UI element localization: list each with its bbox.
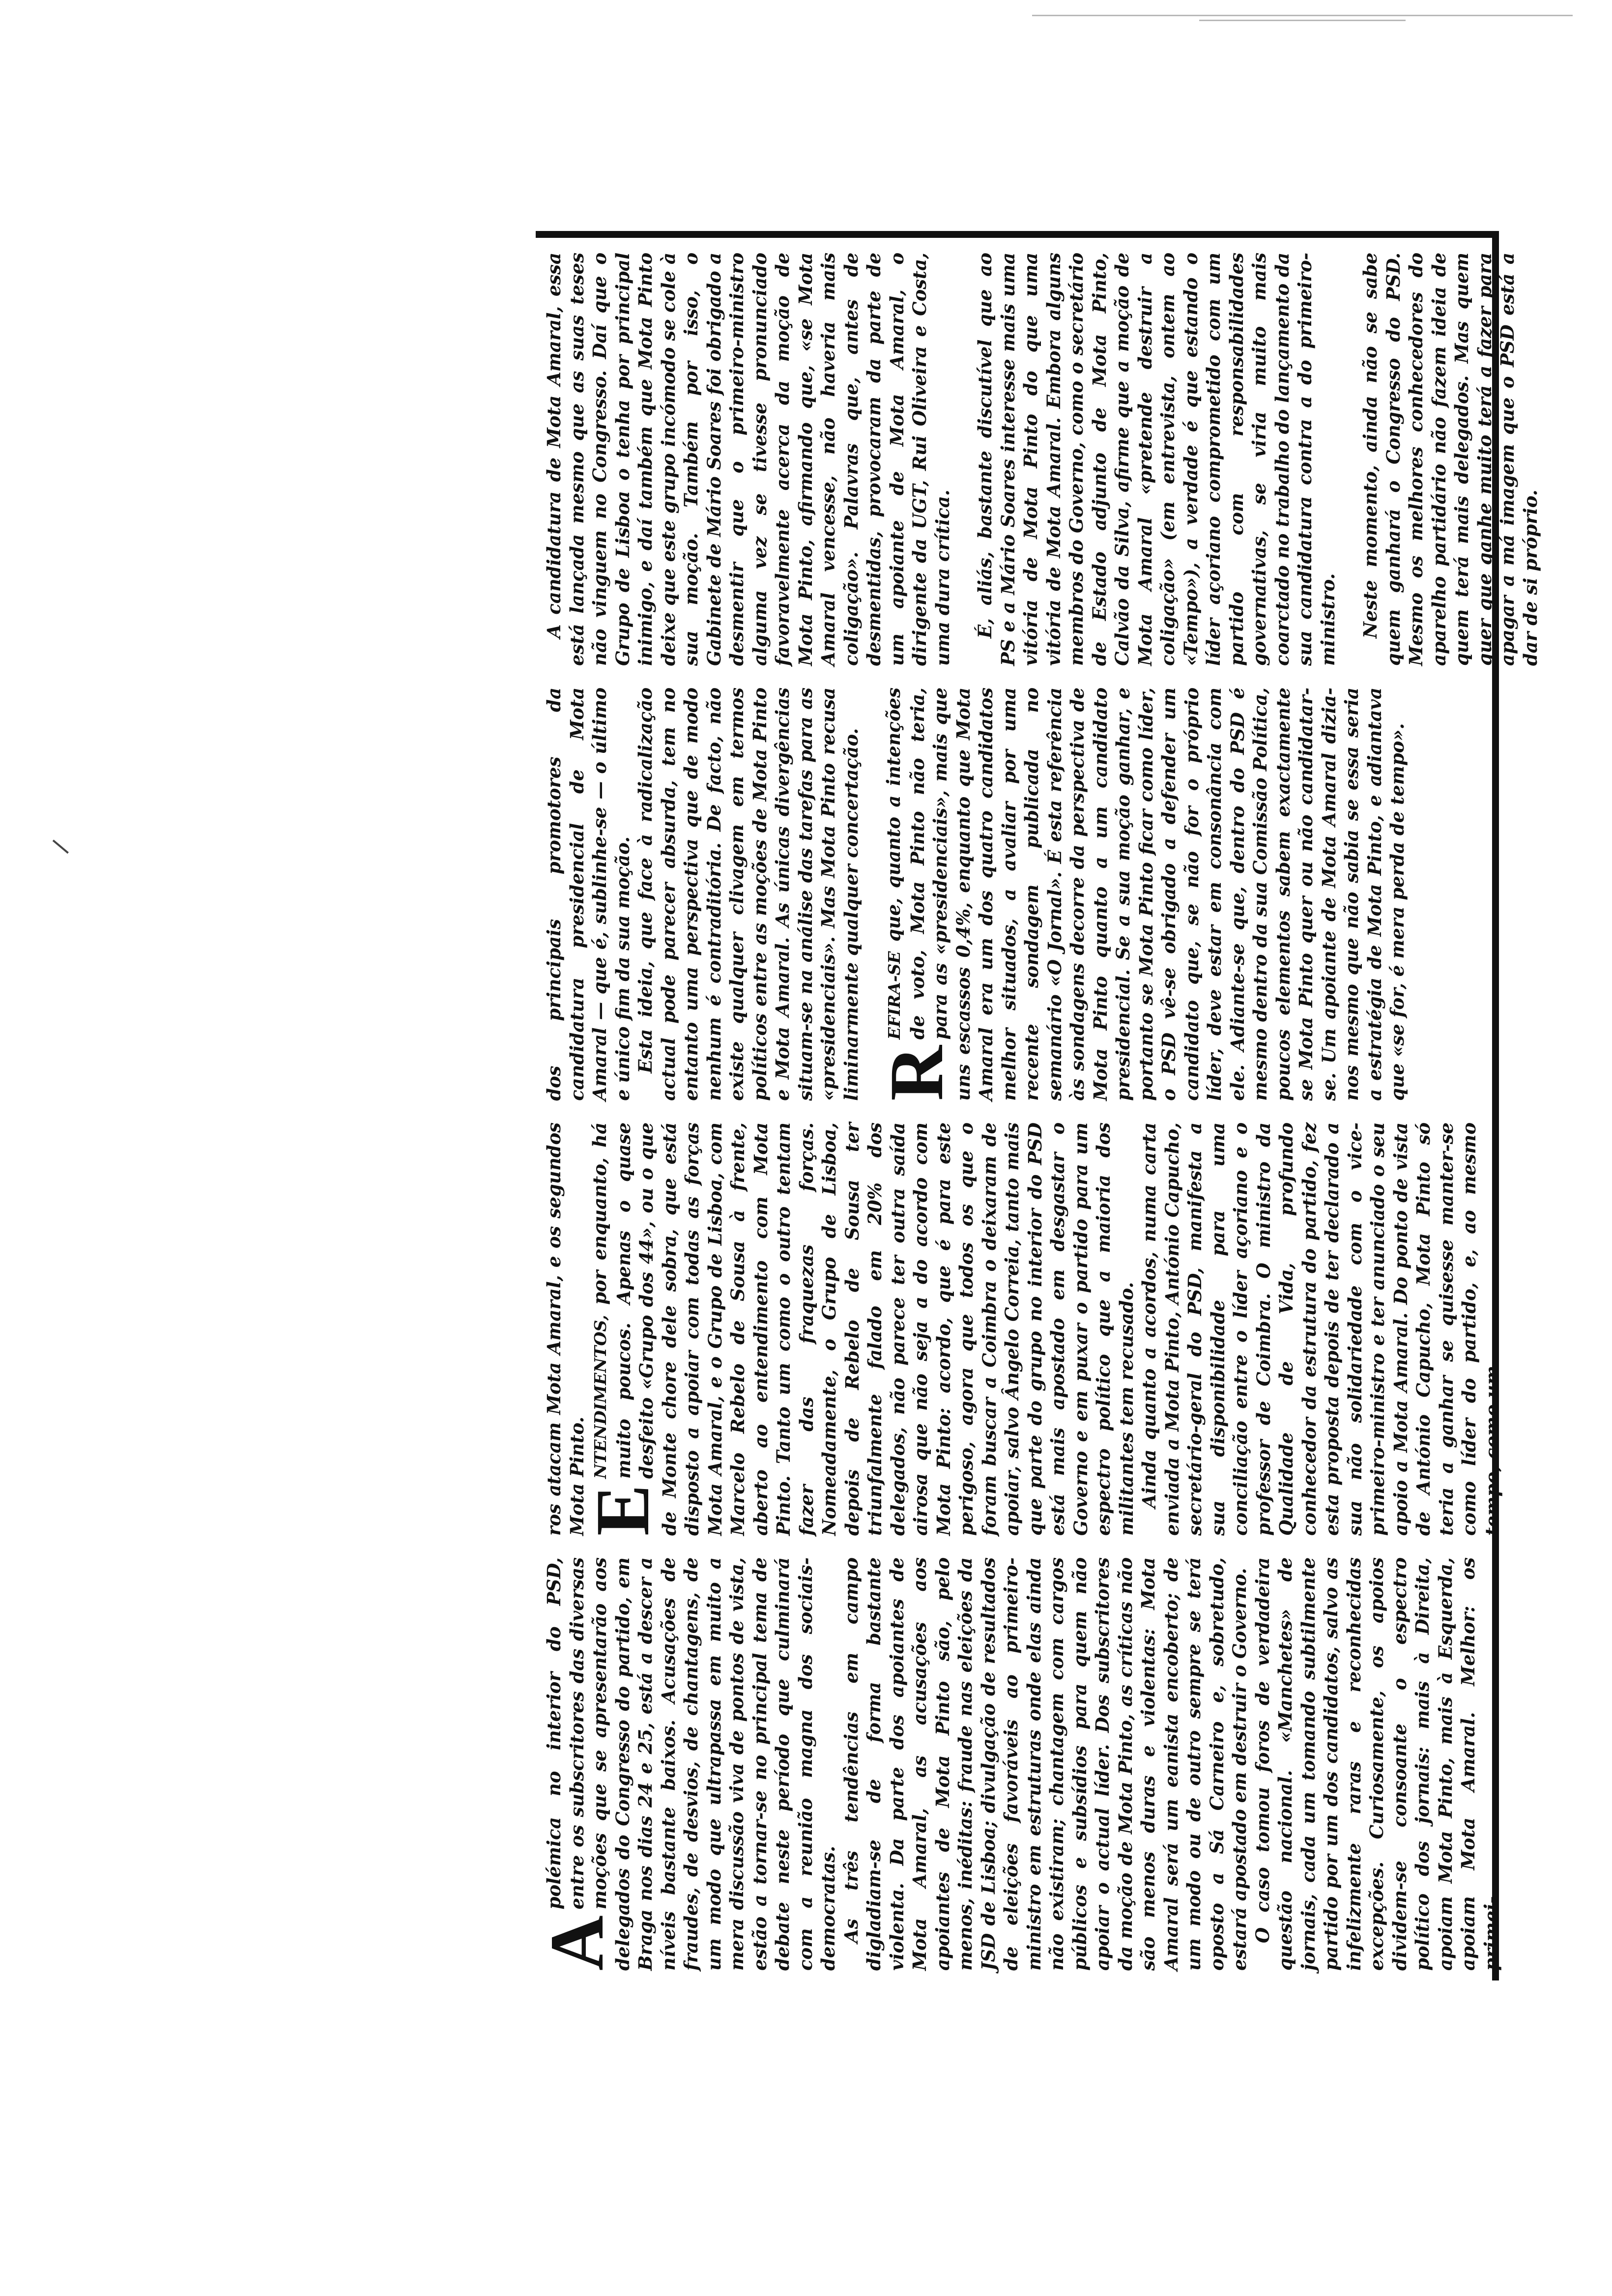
section-lead: NTENDIMENTOS, (591, 1315, 610, 1479)
article-column-3 (543, 688, 1487, 1101)
article-paragraph: O caso tomou foros de verdadeira questão nacional. «Manchetes» de jornais, cada um tomando subtilmente partido por um dos candidatos, salvo as infelizmente raras e reconhecidas excepções. Curiosamente, os apoios dividem-se consoante o espectro político dos jornais: mais à Direita, apoiam Mota Pinto, mais à Esquerda, apoiam Mota Amaral. Melhor: os primei- (1251, 1557, 1502, 1971)
drop-cap: E (580, 1484, 665, 1536)
scan-mark (53, 839, 69, 854)
article-column-1 (534, 1557, 1502, 1971)
scan-line-top-short (1199, 20, 1406, 21)
article-paragraph: R EFIRA-SE que, quanto a intenções de voto, Mota Pinto não teria, para as «presidenciais», mais que uns escassos 0,4%, enquanto que Mota Amaral era um dos quatro candidatos melhor situados, a avaliar por uma recente sondagem publicada no semanário «O Jornal». É esta referência às sondagens decorre da perspectiva de Mota Pinto quanto a um candidato presidencial. Se a sua moção ganhar, e portanto se Mota Pinto ficar como líder, o PSD vê-se obrigado a defender um candidato que, se não for o próprio líder, deve estar em consonância com ele. Adiante-se que, dentro do PSD é mesmo dentro da sua Comissão Política, poucos elementos sabem exactamente se Mota Pinto quer ou não candidatar-se. Um apoiante de Mota Amaral dizia-nos mesmo que não sabia se essa seria a estratégia de Mota Pinto, e adiantava que «se for, é mera perda de tempo». (874, 688, 1408, 1101)
article-paragraph: A candidatura de Mota Amaral, essa está lançada mesmo que as suas teses não vinguem no Congresso. Daí que o Grupo de Lisboa o tenha por principal inimigo, e daí também que Mota Pinto deixe que este grupo incómodo se cole à sua moção. Também por isso, o Gabinete de Mário Soares foi obrigado a desmentir que o primeiro-ministro alguma vez se tivesse pronunciado favoravelmente acerca da moção de Mota Pinto, afirmando que, «se Mota Amaral vencesse, não haveria mais coligação». Palavras que, antes de desmentidas, provocaram da parte de um apoiante de Mota Amaral, o dirigente da UGT, Rui Oliveira e Costa, uma dura crítica. (543, 253, 953, 666)
article-paragraph: Neste momento, ainda não se sabe quem ganhará o Congresso do PSD. Mesmo os melhores conhecedores do aparelho partidário não fazem ideia de quem terá mais delegados. Mas quem quer que ganhe muito terá a fazer para apagar a má imagem que o PSD está a dar de si próprio. (1359, 253, 1541, 666)
drop-cap: A (534, 1915, 619, 1971)
article-paragraph: Esta ideia, que face à radicalização actual pode parecer absurda, tem no entanto uma perspectiva que de modo nenhum é contraditória. De facto, não existe qualquer clivagem em termos políticos entre as moções de Mota Pinto e Mota Amaral. As únicas divergências situam-se na análise das tarefas para as «presidenciais». Mas Mota Pinto recusa liminarmente qualquer concertação. (634, 688, 862, 1101)
newspaper-clipping (534, 231, 1541, 1980)
article-column-4 (543, 253, 1541, 666)
article-paragraph: E NTENDIMENTOS, por enquanto, há muito poucos. Apenas o quase desfeito «Grupo dos 44», ou o que de Monte chore dele sobra, que está disposto a apoiar com todas as forças Mota Amaral, e o Grupo de Lisboa, com Marcelo Rebelo de Sousa à frente, aberto ao entendimento com Mota Pinto. Tanto um como o outro tentam fazer das fraquezas forças. Nomeadamente, o Grupo de Lisboa, depois de Rebelo de Sousa ter triunfalmente falado em 20% dos delegados, não parece ter outra saída airosa que não seja a do acordo com Mota Pinto: acordo, que é para este perigoso, agora que todos os que o foram buscar a Coimbra o deixaram de apoiar, salvo Ângelo Correia, tanto mais que parte do grupo no interior do PSD está mais apostado em desgastar o Governo e em puxar o partido para um espectro político que a maioria dos militantes tem recusado. (580, 1122, 1137, 1536)
section-lead: EFIRA-SE (885, 951, 904, 1040)
scan-line-top (1032, 15, 1573, 16)
drop-cap: R (874, 1045, 959, 1101)
article-paragraph: É, aliás, bastante discutível que ao PS e a Mário Soares interesse mais uma vitória de Mota Pinto do que uma vitória de Mota Amaral. Embora alguns membros do Governo, como o secretário de Estado adjunto de Mota Pinto, Calvão da Silva, afirme que a moção de Mota Amaral «pretende destruir a coligação» (em entrevista, ontem ao «Tempo»), a verdade é que estando o líder açoriano comprometido com um partido com responsabilidades governativas, se viria muito mais coarctado no trabalho do lançamento da sua candidatura contra a do primeiro-ministro. (974, 253, 1339, 666)
article-paragraph: ros atacam Mota Amaral, e os segundos Mota Pinto. (543, 1122, 588, 1536)
article-column-2 (543, 1122, 1503, 1536)
article-paragraph: A polémica no interior do PSD, entre os subscritores das diversas moções que se apresentarão aos delegados do Congresso do partido, em Braga nos dias 24 e 25, está a descer a níveis bastante baixos. Acusações de fraudes, de desvios, de chantagens, de um modo que ultrapassa em muito a mera discussão viva de pontos de vista, estão a tornar-se no principal tema de debate neste período que culminará com a reunião magna dos sociais-democratas. (534, 1557, 839, 1971)
article-paragraph: Ainda quanto a acordos, numa carta enviada a Mota Pinto, António Capucho, secretário-geral do PSD, manifesta a sua disponibilidade para uma conciliação entre o líder açoriano e o professor de Coimbra. O ministro da Qualidade de Vida, profundo conhecedor da estrutura do partido, fez esta proposta depois de ter declarado a sua não solidariedade com o vice-primeiro-ministro e ter anunciado o seu apoio a Mota Amaral. Do ponto de vista de António Capucho, Mota Pinto só teria a ganhar se quisesse manter-se como líder do partido, e, ao mesmo tempo, como um (1138, 1122, 1503, 1536)
article-paragraph: As três tendências em campo digladiam-se de forma bastante violenta. Da parte dos apoiantes de Mota Amaral, as acusações aos apoiantes de Mota Pinto são, pelo menos, inéditas: fraude nas eleições da JSD de Lisboa; divulgação de resultados de eleições favoráveis ao primeiro-ministro em estruturas onde elas ainda não existiram; chantagem com cargos públicos e subsídios para quem não apoiar o actual líder. Dos subscritores da moção de Mota Pinto, as críticas não são menos duras e violentas: Mota Amaral será um eanista encoberto; de um modo ou de outro sempre se terá oposto a Sá Carneiro e, sobretudo, estará apostado em destruir o Governo. (840, 1557, 1250, 1971)
article-paragraph: dos principais promotores da candidatura presidencial de Mota Amaral — que é, sublinhe-se — o último e único fim da sua moção. (543, 688, 633, 1101)
